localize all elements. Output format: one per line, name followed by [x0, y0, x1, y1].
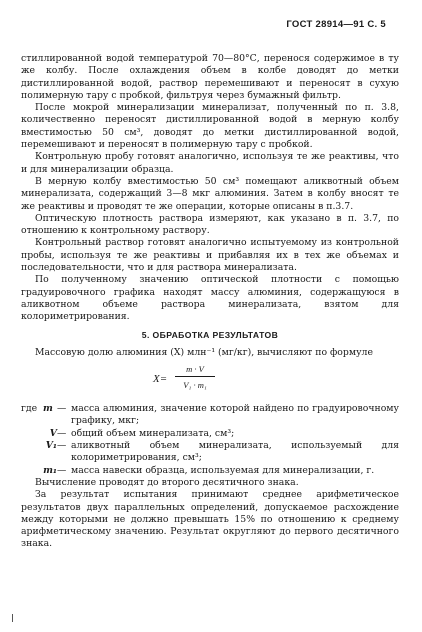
formula — [153, 363, 399, 397]
definition-symbol: m₁ — [43, 464, 57, 476]
definition-dash: — — [57, 464, 67, 476]
definition-text: общий объем минерализата, см³; — [71, 427, 235, 439]
page-header: ГОСТ 28914—91 С. 5 — [286, 19, 386, 30]
formula-denominator: V₁ · m₁ — [183, 380, 207, 391]
definition-symbol: V — [49, 427, 57, 439]
definition-dash: — — [57, 403, 67, 415]
body-text — [21, 53, 399, 551]
paragraph-wet-mineralization: После мокрой минерализации минерализат, полученный по п. 3.8, количественно переносят дистиллированной водой в мерную колбу вместимостью 50 см³, доводят до метки дистиллированной водой, перемешивают и переносят в полимерную тару с пробкой. — [21, 102, 399, 151]
definition-symbol: V₁ — [45, 440, 57, 452]
paragraph-aliquot: В мерную колбу вместимостью 50 см³ помещают аликвотный объем минерализата, содержащий 3—8 мкг алюминия. Затем в колбу вносят те же реактивы и проводят те же операции, которые описаны в п.3.7. — [21, 175, 399, 212]
definition-text: масса алюминия, значение которой найдено по градуировочному графику, мкг; — [71, 403, 399, 427]
formula-intro: Массовую долю алюминия (X) млн⁻¹ (мг/кг), вычисляют по формуле — [35, 346, 373, 358]
where-label: где — [21, 403, 38, 415]
formula-lhs: X= — [153, 373, 168, 386]
definition-text: аликвотный объем минерализата, используемый для колориметрирования, см³; — [71, 440, 399, 464]
definition-dash: — — [57, 427, 67, 439]
definition-item — [21, 465, 399, 477]
definition-symbol: m — [43, 403, 53, 415]
paragraph-continuation: стиллированной водой температурой 70—80°С, перенося содержимое в ту же колбу. После охлаждения объем в колбе доводят до метки дистиллированной водой, раствор перемешивают и переносят в сухую полимерную тару с пробкой, фильтруя через бумажный фильтр. — [21, 53, 399, 101]
section-title: 5. ОБРАБОТКА РЕЗУЛЬТАТОВ — [141, 329, 279, 340]
formula-numerator: m · V — [186, 364, 204, 375]
paragraph-calibration: По полученному значению оптической плотности с помощью градуировочного графика находят массу алюминия, содержащуюся в аликвотном объеме раствора минерализата, взятом для колориметрирования. — [21, 274, 399, 323]
definitions-list — [21, 403, 399, 477]
definition-text: масса навески образца, используемая для минерализации, г. — [71, 464, 375, 476]
formula-fraction — [175, 363, 215, 391]
paragraph-result: За результат испытания принимают среднее арифметическое результатов двух параллельных определений, допускаемое расхождение между которыми не должно превышать 15% по отношению к среднему арифметическому значению. Результат округляют до первого десятичного знака. — [21, 489, 399, 550]
definition-item — [21, 428, 399, 440]
definition-dash: — — [57, 440, 67, 452]
paragraph-optical-density: Оптическую плотность раствора измеряют, как указано в п. 3.7, по отношению к контрольному раствору. — [21, 212, 399, 237]
margin-mark — [12, 614, 13, 622]
definition-item — [21, 403, 399, 428]
paragraph-control-sample: Контрольную пробу готовят аналогично, используя те же реактивы, что и для минерализации образца. — [21, 151, 399, 175]
definition-item — [21, 440, 399, 465]
fraction-bar — [175, 376, 215, 377]
paragraph-control-solution: Контрольный раствор готовят аналогично испытуемому из контрольной пробы, используя те же реактивы и прибавляя их в тех же объемах и последовательности, что и для раствора минерализата. — [21, 237, 399, 274]
paragraph-rounding: Вычисление проводят до второго десятичного знака. — [35, 476, 299, 488]
